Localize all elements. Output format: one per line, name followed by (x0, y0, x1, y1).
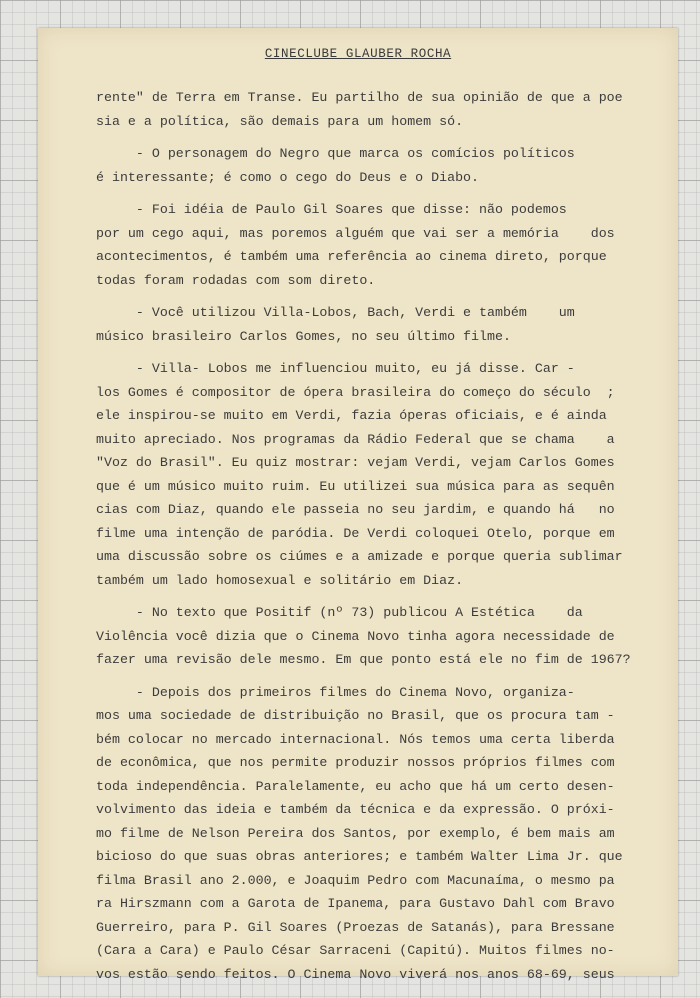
text-line: filma Brasil ano 2.000, e Joaquim Pedro com Macunaíma, o mesmo pa (96, 872, 615, 888)
text-line: todas foram rodadas com som direto. (96, 272, 376, 288)
paragraph (96, 357, 664, 592)
text-line: - O personagem do Negro que marca os comícios políticos (96, 146, 575, 161)
text-line: Violência você dizia que o Cinema Novo tinha agora necessidade de (96, 628, 615, 644)
text-line: sia e a política, são demais para um homem só. (96, 113, 464, 129)
text-line: ele inspirou-se muito em Verdi, fazia óperas oficiais, e é ainda (96, 408, 607, 423)
text-line: por um cego aqui, mas poremos alguém que vai ser a memória dos (96, 225, 615, 241)
paragraph (96, 301, 664, 348)
text-line: volvimento das ideia e também da técnica e da expressão. O próxi- (96, 802, 615, 817)
text-line: - Foi idéia de Paulo Gil Soares que disse: não podemos (96, 202, 567, 217)
text-line: Guerreiro, para P. Gil Soares (Proezas de Satanás), para Bressane (96, 919, 615, 935)
page-header: CINECLUBE GLAUBER ROCHA (264, 47, 452, 61)
text-line: mos uma sociedade de distribuição no Brasil, que os procura tam - (96, 708, 615, 723)
text-line: - Você utilizou Villa-Lobos, Bach, Verdi e também um (96, 305, 575, 320)
text-line: filme uma intenção de paródia. De Verdi coloquei Otelo, porque em (96, 525, 615, 541)
document-body (96, 86, 664, 986)
text-line: bicioso do que suas obras anteriores; e também Walter Lima Jr. que (96, 849, 623, 864)
paragraph (96, 142, 664, 189)
text-line: também um lado homosexual e solitário em Diaz. (96, 572, 464, 588)
text-line: (Cara a Cara) e Paulo César Sarraceni (Capitú). Muitos filmes no- (96, 943, 615, 958)
text-line: é interessante; é como o cego do Deus e o Diabo. (96, 169, 480, 185)
text-line: muito apreciado. Nos programas da Rádio Federal que se chama a (96, 431, 615, 447)
text-line: mo filme de Nelson Pereira dos Santos, por exemplo, é bem mais am (96, 825, 615, 841)
paragraph (96, 86, 664, 133)
text-line: de econômica, que nos permite produzir nossos próprios filmes com (96, 755, 615, 770)
text-line: - No texto que Positif (nº 73) publicou A Estética da (96, 605, 583, 620)
text-line: vos estão sendo feitos. O Cinema Novo viverá nos anos 68-69, seus (96, 966, 615, 982)
text-line: toda independência. Paralelamente, eu acho que há um certo desen- (96, 778, 615, 794)
document-page (38, 28, 678, 982)
text-line: bém colocar no mercado internacional. Nós temos uma certa liberda (96, 731, 615, 747)
text-line: - Villa- Lobos me influenciou muito, eu já disse. Car - (96, 361, 575, 376)
text-line: músico brasileiro Carlos Gomes, no seu último filme. (96, 328, 511, 344)
text-line: acontecimentos, é também uma referência ao cinema direto, porque (96, 249, 607, 264)
paragraph (96, 601, 664, 672)
paragraph (96, 198, 664, 292)
text-line: que é um músico muito ruim. Eu utilizei sua música para as sequên (96, 478, 615, 494)
text-line: rente" de Terra em Transe. Eu partilho de sua opinião de que a poe (96, 90, 623, 105)
text-line: uma discussão sobre os ciúmes e a amizade e porque queria sublimar (96, 549, 623, 564)
paragraph (96, 681, 664, 987)
text-line: cias com Diaz, quando ele passeia no seu jardim, e quando há no (96, 502, 615, 517)
text-line: "Voz do Brasil". Eu quiz mostrar: vejam Verdi, vejam Carlos Gomes (96, 455, 615, 470)
text-line: ra Hirszmann com a Garota de Ipanema, para Gustavo Dahl com Bravo (96, 896, 615, 911)
text-line: los Gomes é compositor de ópera brasileira do começo do século ; (96, 384, 615, 400)
text-line: - Depois dos primeiros filmes do Cinema Novo, organiza- (96, 684, 575, 700)
text-line: fazer uma revisão dele mesmo. Em que ponto está ele no fim de 1967? (96, 652, 631, 667)
